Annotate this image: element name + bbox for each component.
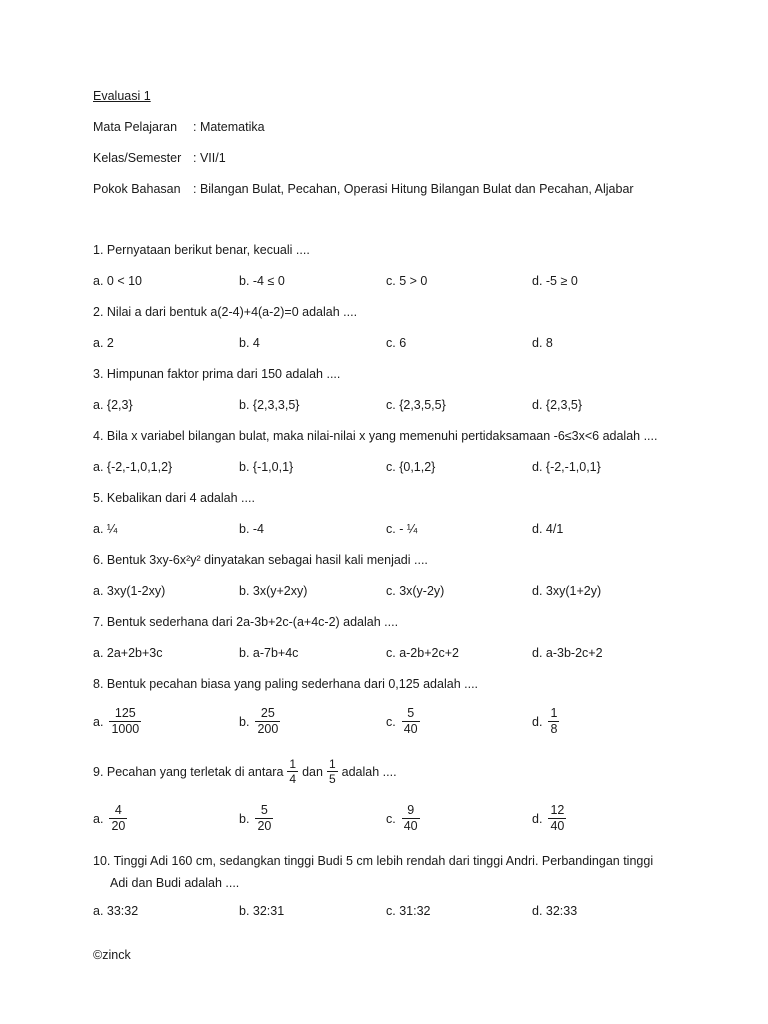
fraction bbox=[109, 803, 127, 834]
option-letter: a. bbox=[93, 714, 104, 729]
q3-option-d: d. {2,3,5} bbox=[532, 398, 583, 412]
fraction-numerator: 5 bbox=[407, 706, 415, 720]
class-value: : VII/1 bbox=[193, 151, 226, 165]
fraction-numerator: 1 bbox=[550, 706, 558, 720]
fraction bbox=[548, 803, 566, 834]
fraction-numerator: 125 bbox=[114, 706, 136, 720]
q4-option-a: a. {-2,-1,0,1,2} bbox=[93, 460, 173, 474]
question-8: 8. Bentuk pecahan biasa yang paling sederhana dari 0,125 adalah .... bbox=[93, 677, 479, 691]
copyright-footer: ©zinck bbox=[93, 948, 131, 962]
fraction bbox=[327, 757, 338, 786]
q6-option-c: c. 3x(y-2y) bbox=[386, 584, 445, 598]
question-9 bbox=[93, 757, 397, 786]
option-letter: d. bbox=[532, 811, 543, 826]
fraction-denominator: 8 bbox=[550, 722, 558, 736]
q9-option-a bbox=[93, 803, 127, 834]
q10-option-c: c. 31:32 bbox=[386, 904, 431, 918]
fraction-numerator: 12 bbox=[550, 803, 565, 817]
question-2: 2. Nilai a dari bentuk a(2-4)+4(a-2)=0 adalah .... bbox=[93, 305, 358, 319]
q2-option-c: c. 6 bbox=[386, 336, 407, 350]
fraction-numerator: 25 bbox=[260, 706, 275, 720]
fraction bbox=[255, 803, 273, 834]
q4-option-c: c. {0,1,2} bbox=[386, 460, 436, 474]
question-5: 5. Kebalikan dari 4 adalah .... bbox=[93, 491, 255, 505]
q8-option-b bbox=[239, 706, 280, 737]
q3-option-b: b. {2,3,3,5} bbox=[239, 398, 300, 412]
fraction-denominator: 40 bbox=[403, 819, 418, 833]
question-1: 1. Pernyataan berikut benar, kecuali .... bbox=[93, 243, 310, 257]
option-letter: c. bbox=[386, 811, 396, 826]
question-10-continued: Adi dan Budi adalah .... bbox=[110, 876, 240, 890]
q7-option-a: a. 2a+2b+3c bbox=[93, 646, 163, 660]
subject-value: : Matematika bbox=[193, 120, 265, 134]
fraction bbox=[255, 706, 280, 737]
q9-text-after: adalah .... bbox=[341, 764, 397, 779]
q5-option-d: d. 4/1 bbox=[532, 522, 564, 536]
q5-option-b: b. -4 bbox=[239, 522, 265, 536]
q5-option-c: c. - ¼ bbox=[386, 522, 418, 536]
q2-option-a: a. 2 bbox=[93, 336, 114, 350]
fraction-denominator: 4 bbox=[289, 772, 297, 786]
fraction bbox=[402, 706, 420, 737]
fraction-denominator: 40 bbox=[550, 819, 565, 833]
fraction-denominator: 200 bbox=[257, 722, 279, 736]
q2-option-d: d. 8 bbox=[532, 336, 553, 350]
fraction-numerator: 9 bbox=[407, 803, 415, 817]
fraction-numerator: 4 bbox=[114, 803, 122, 817]
fraction-denominator: 20 bbox=[257, 819, 272, 833]
q6-option-a: a. 3xy(1-2xy) bbox=[93, 584, 166, 598]
class-label: Kelas/Semester bbox=[93, 151, 182, 165]
option-letter: b. bbox=[239, 811, 250, 826]
q8-option-a bbox=[93, 706, 141, 737]
option-letter: c. bbox=[386, 714, 396, 729]
fraction bbox=[287, 757, 298, 786]
q6-option-b: b. 3x(y+2xy) bbox=[239, 584, 308, 598]
q10-option-a: a. 33:32 bbox=[93, 904, 139, 918]
q7-option-d: d. a-3b-2c+2 bbox=[532, 646, 603, 660]
topic-label: Pokok Bahasan bbox=[93, 182, 181, 196]
q1-option-a: a. 0 < 10 bbox=[93, 274, 142, 288]
q9-option-c bbox=[386, 803, 420, 834]
fraction bbox=[548, 706, 559, 737]
fraction-denominator: 20 bbox=[111, 819, 126, 833]
q3-option-a: a. {2,3} bbox=[93, 398, 133, 412]
question-7: 7. Bentuk sederhana dari 2a-3b+2c-(a+4c-2) adalah .... bbox=[93, 615, 399, 629]
fraction-numerator: 5 bbox=[260, 803, 268, 817]
q3-option-c: c. {2,3,5,5} bbox=[386, 398, 446, 412]
fraction-denominator: 1000 bbox=[111, 722, 140, 736]
q6-option-d: d. 3xy(1+2y) bbox=[532, 584, 602, 598]
q2-option-b: b. 4 bbox=[239, 336, 260, 350]
q7-option-b: b. a-7b+4c bbox=[239, 646, 299, 660]
q10-option-d: d. 32:33 bbox=[532, 904, 578, 918]
q5-option-a: a. ¼ bbox=[93, 522, 118, 536]
q8-option-c bbox=[386, 706, 420, 737]
fraction-numerator: 1 bbox=[289, 757, 297, 771]
q8-option-d bbox=[532, 706, 559, 737]
q10-option-b: b. 32:31 bbox=[239, 904, 285, 918]
q1-option-d: d. -5 ≥ 0 bbox=[532, 274, 578, 288]
topic-value: : Bilangan Bulat, Pecahan, Operasi Hitung Bilangan Bulat dan Pecahan, Aljabar bbox=[193, 182, 634, 196]
q1-option-c: c. 5 > 0 bbox=[386, 274, 428, 288]
subject-label: Mata Pelajaran bbox=[93, 120, 178, 134]
fraction-denominator: 40 bbox=[403, 722, 418, 736]
q1-option-b: b. -4 ≤ 0 bbox=[239, 274, 285, 288]
page-title: Evaluasi 1 bbox=[93, 89, 151, 103]
question-4: 4. Bila x variabel bilangan bulat, maka nilai-nilai x yang memenuhi pertidaksamaan -6≤3x<6 adalah .... bbox=[93, 429, 658, 443]
q4-option-b: b. {-1,0,1} bbox=[239, 460, 294, 474]
question-3: 3. Himpunan faktor prima dari 150 adalah .... bbox=[93, 367, 341, 381]
fraction bbox=[109, 706, 141, 737]
q7-option-c: c. a-2b+2c+2 bbox=[386, 646, 459, 660]
q9-option-b bbox=[239, 803, 273, 834]
q9-text-before: 9. Pecahan yang terletak di antara bbox=[93, 764, 284, 779]
option-letter: b. bbox=[239, 714, 250, 729]
question-6: 6. Bentuk 3xy-6x²y² dinyatakan sebagai hasil kali menjadi .... bbox=[93, 553, 428, 567]
fraction-denominator: 5 bbox=[328, 772, 336, 786]
question-10: 10. Tinggi Adi 160 cm, sedangkan tinggi Budi 5 cm lebih rendah dari tinggi Andri. Perbandingan tinggi bbox=[93, 854, 654, 868]
option-letter: a. bbox=[93, 811, 104, 826]
option-letter: d. bbox=[532, 714, 543, 729]
fraction bbox=[402, 803, 420, 834]
fraction-numerator: 1 bbox=[328, 757, 336, 771]
q4-option-d: d. {-2,-1,0,1} bbox=[532, 460, 601, 474]
q9-text-mid: dan bbox=[302, 764, 323, 779]
q9-option-d bbox=[532, 803, 566, 834]
